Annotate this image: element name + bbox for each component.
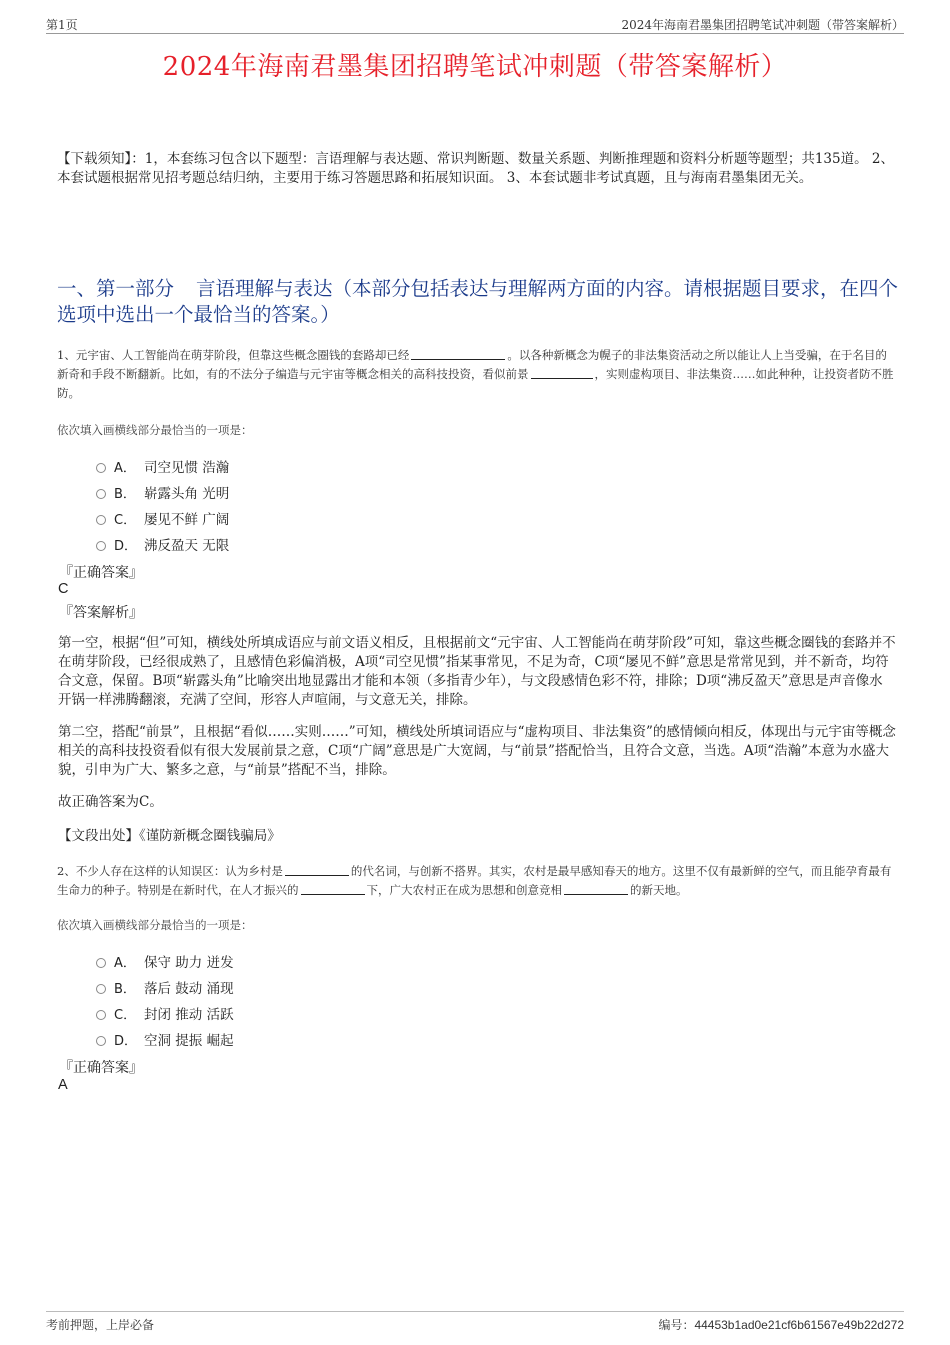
question-1-option-d[interactable]: D． 沸反盈天 无限 — [96, 531, 229, 557]
page-number: 第1页 — [46, 18, 78, 32]
question-2-prompt: 依次填入画横线部分最恰当的一项是： — [57, 918, 253, 932]
radio-icon[interactable] — [96, 984, 106, 994]
radio-icon[interactable] — [96, 515, 106, 525]
question-1-option-a[interactable]: A． 司空见惯 浩瀚 — [96, 453, 229, 479]
question-1-option-c[interactable]: C． 屡见不鲜 广阔 — [96, 505, 229, 531]
radio-icon[interactable] — [96, 489, 106, 499]
question-2-answer-label: 『正确答案』 — [59, 1060, 143, 1076]
radio-icon[interactable] — [96, 463, 106, 473]
section-title: 言语理解与表达（本部分包括表达与理解两方面的内容。请根据题目要求，在四个选项中选出一个最恰当的答案。） — [57, 277, 899, 326]
header-doc-title: 2024年海南君墨集团招聘笔试冲刺题（带答案解析） — [621, 18, 904, 32]
footer-slogan: 考前押题，上岸必备 — [46, 1318, 155, 1332]
document-title: 2024年海南君墨集团招聘笔试冲刺题（带答案解析） — [162, 52, 788, 82]
question-2-blank-3 — [564, 882, 628, 895]
question-2-blank-2 — [301, 882, 365, 895]
page-header — [46, 14, 904, 34]
question-1-prompt: 依次填入画横线部分最恰当的一项是： — [57, 423, 253, 437]
question-1-analysis-label: 『答案解析』 — [59, 605, 143, 621]
question-2-answer: A — [58, 1077, 68, 1093]
question-1-conclusion: 故正确答案为C。 — [58, 794, 163, 810]
radio-icon[interactable] — [96, 541, 106, 551]
question-2-options — [96, 948, 234, 1052]
footer-serial: 编号：44453b1ad0e21cf6b61567e49b22d272 — [658, 1318, 904, 1332]
section-heading — [57, 276, 900, 328]
question-1-analysis-2: 第二空，搭配“前景”，且根据“看似……实则……”可知，横线处所填词语应与“虚构项目、非法集资”的感情倾向相反，体现出与元宇宙等概念相关的高科技投资看似有很大发展前景之意，C项“广阔”意思是广大宽阔，与“前景”搭配恰当，且符合文意，当选。A项“浩瀚”本意为水盛大貌，引申为广大、繁多之意，与“前景”搭配不当，排除。 — [58, 724, 896, 778]
page-footer — [46, 1311, 904, 1333]
radio-icon[interactable] — [96, 958, 106, 968]
question-2-option-d[interactable]: D． 空洞 提振 崛起 — [96, 1026, 234, 1052]
question-1-answer: C — [58, 581, 69, 597]
section-number: 一、第一部分 — [57, 277, 175, 300]
question-1-blank-1 — [411, 347, 505, 360]
question-2-blank-1 — [285, 863, 349, 876]
question-1-option-b[interactable]: B． 崭露头角 光明 — [96, 479, 229, 505]
question-1-answer-label: 『正确答案』 — [59, 565, 143, 581]
download-notice: 【下载须知】：1，本套练习包含以下题型：言语理解与表达题、常识判断题、数量关系题、判断推理题和资料分析题等题型；共135道。 2、本套试题根据常见招考题总结归纳，主要用于练习答题思路和拓展知识面。 3、本套试题非考试真题，且与海南君墨集团无关。 — [57, 151, 894, 186]
radio-icon[interactable] — [96, 1036, 106, 1046]
question-2-stem: 2、不少人存在这样的认知误区：认为乡村是 的代名词，与创新不搭界。其实，农村是最早感知春天的地方。这里不仅有最新鲜的空气，而且能孕育最有生命力的种子。特别是在新时代，在人才振兴的 下，广大农村正在成为思想和创意竞相 的新天地。 — [57, 864, 892, 897]
question-2-option-a[interactable]: A． 保守 助力 迸发 — [96, 948, 234, 974]
question-2-option-b[interactable]: B． 落后 鼓动 涌现 — [96, 974, 234, 1000]
question-1-blank-2 — [531, 366, 593, 379]
radio-icon[interactable] — [96, 1010, 106, 1020]
question-2-option-c[interactable]: C． 封闭 推动 活跃 — [96, 1000, 234, 1026]
question-1-source: 【文段出处】《谨防新概念圈钱骗局》 — [58, 828, 281, 844]
question-1-analysis-1: 第一空，根据“但”可知，横线处所填成语应与前文语义相反，且根据前文“元宇宙、人工智能尚在萌芽阶段”可知，靠这些概念圈钱的套路并不在萌芽阶段，已经很成熟了，且感情色彩偏消极，A项“司空见惯”指某事常见，不足为奇，C项“屡见不鲜”意思是常常见到，并不新奇，均符合文意，保留。B项“崭露头角”比喻突出地显露出才能和本领（多指青少年），与文段感情色彩不符，排除；D项“沸反盈天”意思是声音像水开锅一样沸腾翻滚，充满了空间，形容人声喧闹，与文意无关，排除。 — [58, 635, 896, 708]
question-1-options — [96, 453, 229, 557]
question-1-stem: 1、元宇宙、人工智能尚在萌芽阶段，但靠这些概念圈钱的套路却已经 。以各种新概念为幌子的非法集资活动之所以能让人上当受骗，在于名目的新奇和手段不断翻新。比如，有的不法分子编造与元宇宙等概念相关的高科技投资，看似前景 ，实则虚构项目、非法集资……如此种种，让投资者防不胜防。 — [57, 348, 894, 400]
